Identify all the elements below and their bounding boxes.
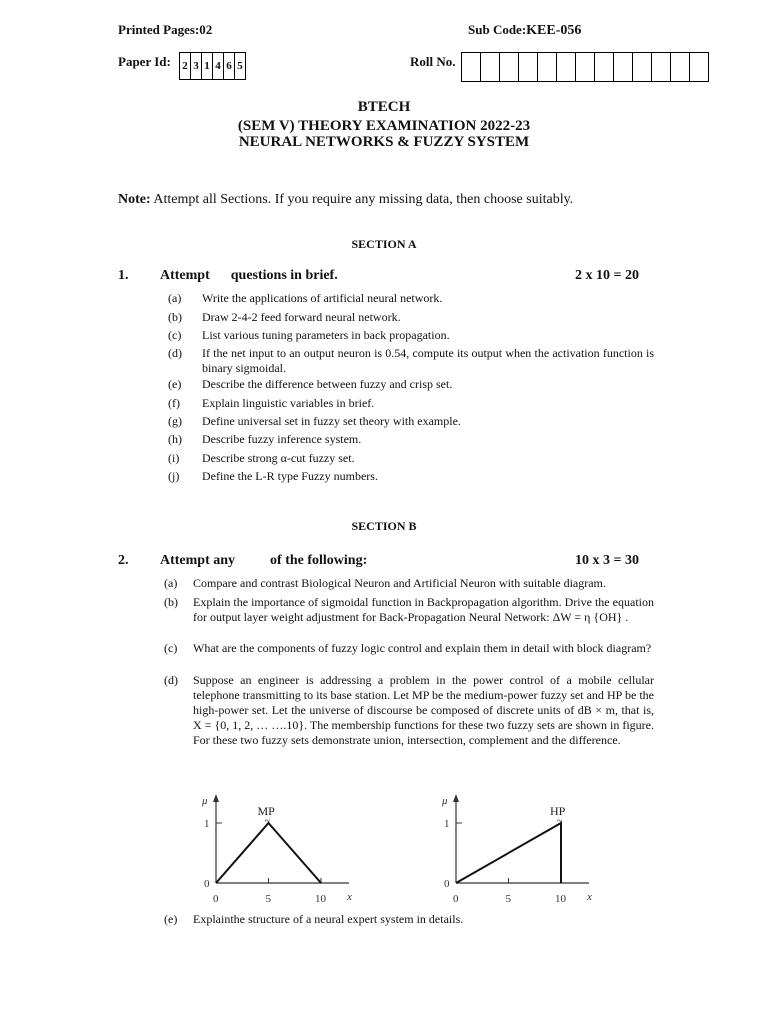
- q2-number: 2.: [118, 553, 129, 568]
- mp-plot: [201, 794, 352, 905]
- paper-id-boxes: [180, 52, 246, 80]
- paper-id-digit: 5: [234, 52, 246, 80]
- section-b-heading: SECTION B: [351, 519, 417, 533]
- x-tick-label: 0: [213, 893, 219, 905]
- item-label: (b): [164, 595, 178, 609]
- membership-function-figure: [190, 780, 660, 910]
- y-tick-label: 1: [204, 818, 210, 830]
- roll-no-label: Roll No.: [410, 54, 456, 69]
- roll-no-cell[interactable]: [575, 52, 595, 82]
- printed-pages: Printed Pages:02: [118, 22, 213, 37]
- x-tick-label: 10: [315, 893, 326, 905]
- y-axis-arrow: [213, 794, 219, 802]
- series-label: HP: [550, 804, 566, 818]
- q1-number: 1.: [118, 268, 129, 283]
- membership-line: [216, 823, 321, 883]
- item-label: (c): [168, 328, 182, 342]
- title-line-3: NEURAL NETWORKS & FUZZY SYSTEM: [238, 134, 530, 150]
- item-label: (i): [168, 451, 180, 465]
- note-text: Attempt all Sections. If you require any missing data, then choose suitably.: [153, 192, 574, 207]
- item-text: Suppose an engineer is addressing a problem in the power control of a mobile cellular telephone transmitting to its base station. Let MP be the medium-power fuzzy set and HP be the high-power set. Let the universe of discourse be composed of discrete units of dB × m, that is, X = {0, 1, 2, … ….10}. The membership functions for these two fuzzy sets are shown in figure. For these two fuzzy sets demonstrate union, intersection, complement and the difference.: [193, 673, 654, 747]
- note-label: Note:: [118, 192, 151, 207]
- item-label: (a): [164, 576, 178, 590]
- item-text: Describe fuzzy inference system.: [202, 432, 362, 446]
- paper-id-digit: 6: [223, 52, 235, 80]
- item-text: Explain the importance of sigmoidal function in Backpropagation algorithm. Drive the equation for output layer weight adjustment for Back-Propagation Neural Network: ΔW = η {OH} .: [193, 595, 654, 624]
- roll-no-cell[interactable]: [670, 52, 690, 82]
- item-label: (g): [168, 414, 182, 428]
- x-tick-label: 10: [555, 893, 566, 905]
- y-tick-label: 1: [444, 818, 450, 830]
- item-text: Draw 2-4-2 feed forward neural network.: [202, 310, 401, 324]
- item-text: Write the applications of artificial neural network.: [202, 291, 443, 305]
- item-text: Define the L-R type Fuzzy numbers.: [202, 469, 378, 483]
- y-axis-symbol: μ: [442, 795, 448, 807]
- paper-id-digit: 3: [190, 52, 202, 80]
- item-label: (a): [168, 291, 182, 305]
- roll-no-cell[interactable]: [461, 52, 481, 82]
- item-text: Compare and contrast Biological Neuron and Artificial Neuron with suitable diagram.: [193, 576, 606, 590]
- roll-no-cell[interactable]: [518, 52, 538, 82]
- x-axis-symbol: x: [347, 891, 352, 903]
- paper-id-digit: 4: [212, 52, 224, 80]
- item-text: Explainthe structure of a neural expert system in details.: [193, 912, 464, 926]
- y-tick-label: 0: [204, 878, 210, 890]
- item-label: (e): [164, 912, 178, 926]
- q2-text: Attempt any of the following:: [160, 553, 368, 568]
- item-label: (c): [164, 641, 178, 655]
- section-a-heading: SECTION A: [351, 237, 417, 251]
- item-label: (f): [168, 396, 180, 410]
- paper-id-digit: 1: [201, 52, 213, 80]
- y-tick-label: 0: [444, 878, 450, 890]
- hp-plot: [441, 794, 592, 905]
- series-label: MP: [257, 804, 275, 818]
- roll-no-cell[interactable]: [613, 52, 633, 82]
- series-tilde: ~: [264, 816, 270, 827]
- title-line-2: (SEM V) THEORY EXAMINATION 2022-23: [237, 118, 531, 134]
- title-line-1: BTECH: [357, 99, 411, 115]
- roll-no-cell[interactable]: [594, 52, 614, 82]
- x-tick-label: 5: [505, 893, 511, 905]
- series-tilde: ~: [557, 816, 563, 827]
- q1-text: Attempt questions in brief.: [160, 268, 338, 283]
- roll-no-boxes[interactable]: [462, 52, 709, 82]
- item-label: (b): [168, 310, 182, 324]
- item-text: Describe the difference between fuzzy and crisp set.: [202, 377, 453, 391]
- x-axis-symbol: x: [587, 891, 592, 903]
- roll-no-cell[interactable]: [632, 52, 652, 82]
- item-text: List various tuning parameters in back propagation.: [202, 328, 450, 342]
- roll-no-cell[interactable]: [689, 52, 709, 82]
- item-text: If the net input to an output neuron is 0.54, compute its output when the activation function is binary sigmoidal.: [202, 346, 654, 375]
- roll-no-cell[interactable]: [556, 52, 576, 82]
- x-tick-label: 5: [265, 893, 271, 905]
- item-label: (j): [168, 469, 180, 483]
- item-label: (d): [168, 346, 182, 360]
- y-axis-symbol: μ: [202, 795, 208, 807]
- roll-no-cell[interactable]: [480, 52, 500, 82]
- q1-marks: 2 x 10 = 20: [575, 268, 639, 283]
- sub-code-value: KEE-056: [526, 23, 582, 38]
- item-label: (d): [164, 673, 178, 687]
- roll-no-cell[interactable]: [651, 52, 671, 82]
- item-text: Explain linguistic variables in brief.: [202, 396, 375, 410]
- x-tick-label: 0: [453, 893, 459, 905]
- subject-code: [468, 22, 581, 39]
- item-text: Describe strong α-cut fuzzy set.: [202, 451, 355, 465]
- paper-id-label: Paper Id:: [118, 54, 171, 69]
- note: [118, 192, 573, 208]
- roll-no-cell[interactable]: [499, 52, 519, 82]
- sub-code-label: Sub Code:: [468, 22, 527, 37]
- item-text: Define universal set in fuzzy set theory with example.: [202, 414, 461, 428]
- item-text: What are the components of fuzzy logic control and explain them in detail with block diagram?: [193, 641, 652, 655]
- q2-marks: 10 x 3 = 30: [575, 553, 639, 568]
- item-label: (h): [168, 432, 182, 446]
- y-axis-arrow: [453, 794, 459, 802]
- membership-line: [456, 823, 561, 883]
- paper-id-digit: 2: [179, 52, 191, 80]
- item-label: (e): [168, 377, 182, 391]
- roll-no-cell[interactable]: [537, 52, 557, 82]
